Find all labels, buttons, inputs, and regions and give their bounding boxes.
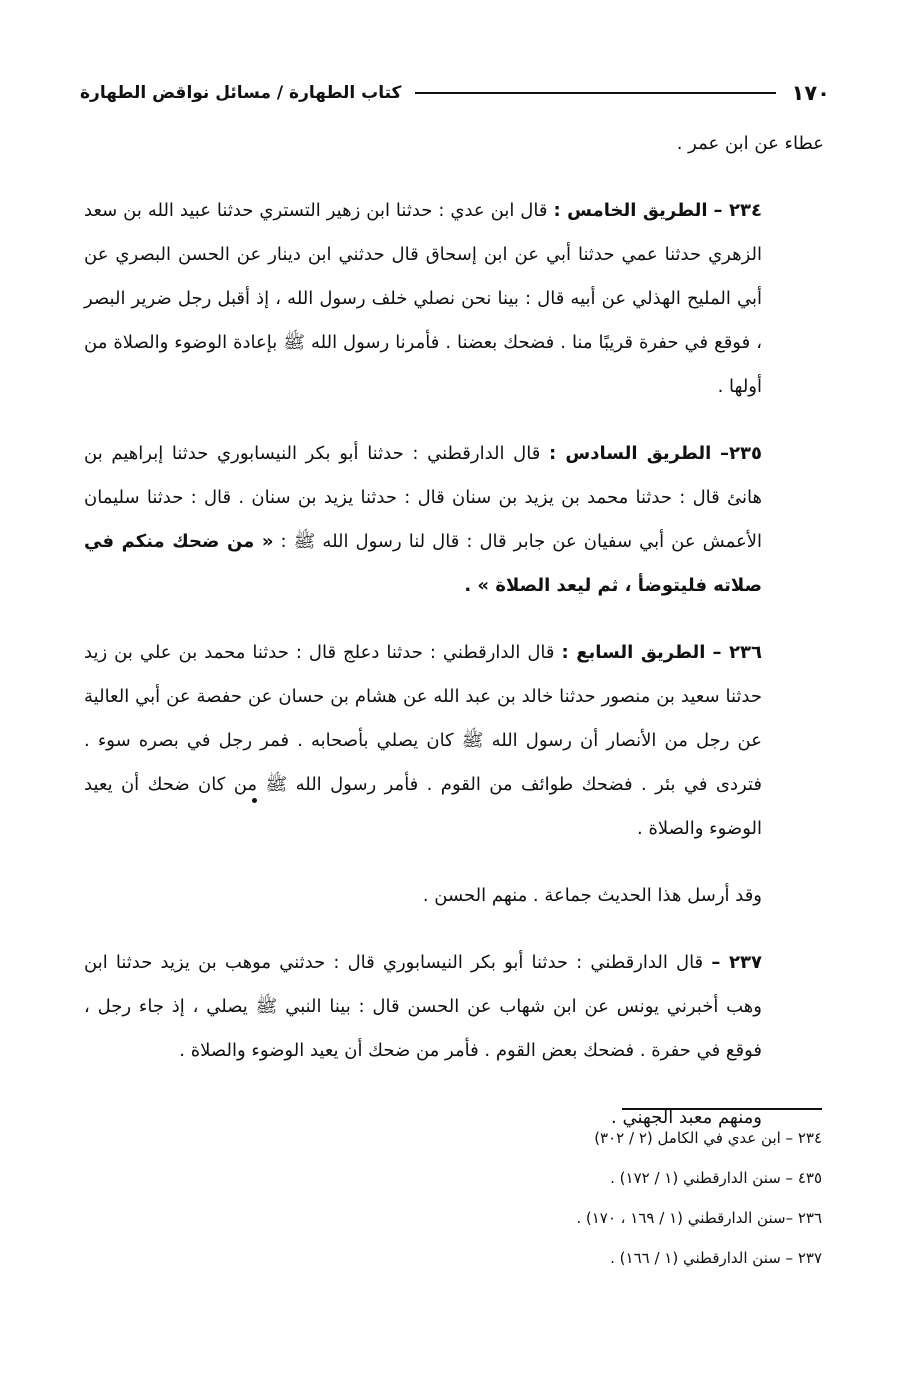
hadith-text: قال الدارقطني : حدثنا دعلج قال : حدثنا محمد بن علي بن زيد حدثنا سعيد بن منصور حدثنا خالد بن عبد الله عن هشام بن حسان عن حفصة عن أبي العالية عن رجل من الأنصار أن رسول الله ﷺ كان يصلي بأصحابه . فمر رجل في بصره سوء . فتردى في بئر . فضحك طوائف من القوم . فأمر رسول الله ﷺ من كان ضحك أن يعيد الوضوء والصلاة . [84,642,762,839]
footnote-rule [622,1108,822,1110]
hadith-235-paragraph [84,432,824,608]
footnotes [300,1118,822,1278]
continuation-paragraph: عطاء عن ابن عمر . [676,133,824,154]
hadith-text: قال الدارقطني : حدثنا أبو بكر النيسابوري حدثنا إبراهيم بن هانئ قال : حدثنا محمد بن يزيد بن سنان قال : حدثنا يزيد بن سنان . قال : حدثنا سليمان الأعمش عن أبي سفيان عن جابر قال : قال لنا رسول الله ﷺ : [84,443,762,552]
hadith-text: قال ابن عدي : حدثنا ابن زهير التستري حدثنا عبيد الله بن سعد الزهري حدثنا عمي حدثنا أبي عن ابن إسحاق قال حدثني ابن دينار عن الحسن البصري عن أبي المليح الهذلي عن أبيه قال : بينا نحن نصلي خلف رسول الله ، إذ أقبل رجل ضرير البصر ، فوقع في حفرة قريبًا منا . فضحك بعضنا . فأمرنا رسول الله ﷺ بإعادة الوضوء والصلاة من أولها . [84,200,762,397]
page-header [80,76,830,110]
print-speck [252,798,257,803]
footnote-235: ٤٣٥ – سنن الدارقطني (١ / ١٧٢) . [610,1169,822,1187]
hadith-236-paragraph [84,631,824,851]
footnote-236: ٢٣٦ –سنن الدارقطني (١ / ١٦٩ ، ١٧٠) . [576,1209,822,1227]
main-text [84,122,824,1140]
mursal-note: وقد أرسل هذا الحديث جماعة . منهم الحسن . [422,885,762,906]
hadith-text: قال الدارقطني : حدثنا أبو بكر النيسابوري قال : حدثني موهب بن يزيد حدثنا ابن وهب أخبرني يونس عن ابن شهاب عن الحسن قال : بينا النبي ﷺ يصلي ، إذ جاء رجل ، فوقع في حفرة . فضحك بعض القوم . فأمر من ضحك أن يعيد الوضوء والصلاة . [84,952,762,1061]
header-rule [415,92,775,94]
hadith-number: ٢٣٤ – [713,200,762,221]
hadith-number: ٢٣٥– [720,443,762,464]
page-number: ١٧٠ [791,81,830,105]
hadith-number: ٢٣٦ – [712,642,762,663]
footnote-237: ٢٣٧ – سنن الدارقطني (١ / ١٦٦) . [610,1249,822,1267]
hadith-237-paragraph [84,941,824,1073]
chain-heading: الطريق السادس : [549,443,712,464]
chain-heading: الطريق السابع : [561,642,706,663]
hadith-234-paragraph [84,189,824,409]
chain-heading: الطريق الخامس : [553,200,708,221]
footnote-234: ٢٣٤ – ابن عدي في الكامل (٢ / ٣٠٢) [594,1129,822,1147]
maabad-note: ومنهم معبد الجهني . [611,1107,762,1128]
running-title: كتاب الطهارة / مسائل نواقض الطهارة [80,83,402,103]
hadith-number: ٢٣٧ – [711,952,762,973]
prophetic-quote: « من ضحك منكم في صلاته فليتوضأ ، ثم ليعد الصلاة » . [84,531,762,596]
